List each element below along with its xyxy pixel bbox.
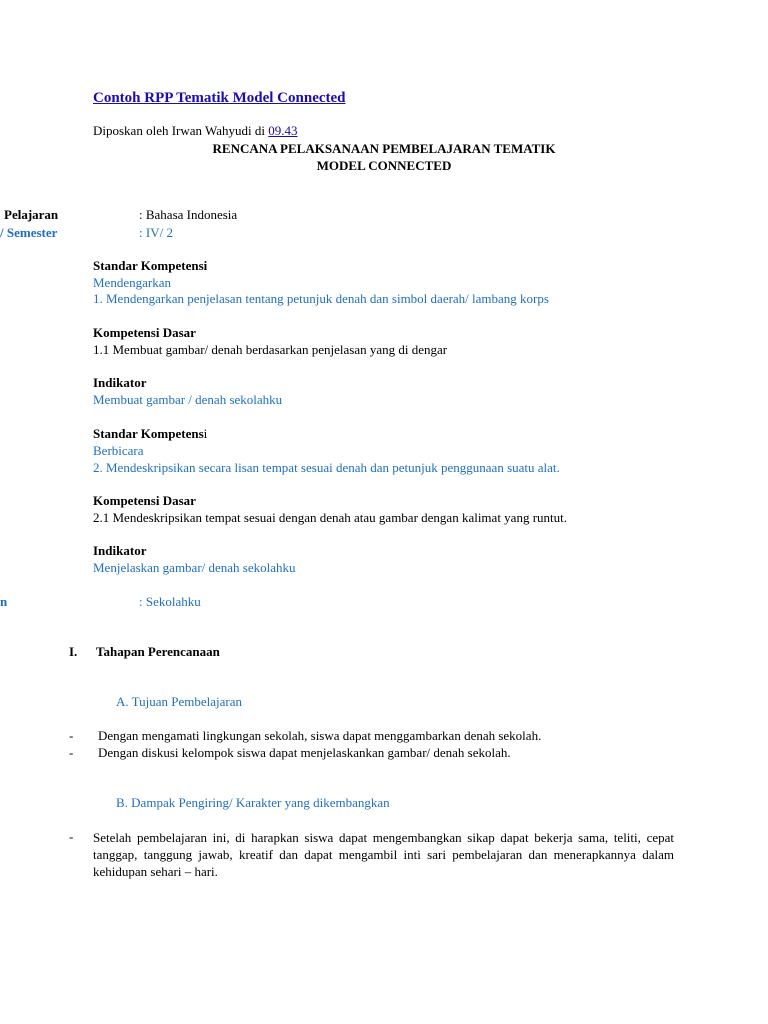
sk2-text: 2. Mendeskripsikan secara lisan tempat sesuai denah dan petunjuk penggunaan suatu alat. <box>93 460 560 475</box>
doc-heading-line2: MODEL CONNECTED <box>316 158 452 173</box>
byline <box>93 123 298 139</box>
plan-b-paragraph: Setelah pembelajaran ini, di harapkan siswa dapat mengembangkan sikap dapat bekerja sama, teliti, cepat tanggap, tanggung jawab, kreatif dan dapat mengambil inti sari pembelajaran dan menerapkannya dalam kehidupan sehari – hari. <box>93 830 674 879</box>
byline-time-link[interactable]: 09.43 <box>268 123 298 138</box>
sk2-aspect: Berbicara <box>93 443 144 458</box>
doc-heading-line1: RENCANA PELAKSANAAN PEMBELAJARAN TEMATIK <box>212 141 556 156</box>
ind1-heading: Indikator <box>93 375 147 390</box>
ind1-text: Membuat gambar / denah sekolahku <box>93 392 283 407</box>
bullet-dash: - <box>69 745 74 760</box>
sk1-aspect: Mendengarkan <box>93 275 171 290</box>
ind2-heading: Indikator <box>93 543 147 558</box>
plan-b-label: B. Dampak Pengiring/ Karakter yang dikembangkan <box>116 795 390 810</box>
kd1-text: 1.1 Membuat gambar/ denah berdasarkan penjelasan yang di dengar <box>93 342 448 357</box>
theme-label: n <box>0 594 8 609</box>
sk1-text: 1. Mendengarkan penjelasan tentang petunjuk denah dan simbol daerah/ lambang korps <box>93 291 549 306</box>
plan-roman: I. <box>69 644 78 659</box>
byline-prefix: Diposkan oleh Irwan Wahyudi di <box>93 123 269 138</box>
sk2-heading-tail: i <box>203 426 208 441</box>
kd2-text: 2.1 Mendeskripsikan tempat sesuai dengan denah atau gambar dengan kalimat yang runtut. <box>93 510 567 525</box>
subject-label: Pelajaran <box>4 207 59 222</box>
subject-value: : Bahasa Indonesia <box>139 207 238 222</box>
plan-a-label: A. Tujuan Pembelajaran <box>116 694 243 709</box>
bullet-dash: - <box>69 829 74 844</box>
plan-heading: Tahapan Perencanaan <box>96 644 220 659</box>
class-value: : IV/ 2 <box>139 225 173 240</box>
class-label: / Semester <box>0 225 58 240</box>
plan-a-item-2: Dengan diskusi kelompok siswa dapat menjelaskankan gambar/ denah sekolah. <box>98 745 511 760</box>
post-title-link[interactable]: Contoh RPP Tematik Model Connected <box>93 90 346 106</box>
sk1-heading: Standar Kompetensi <box>93 258 208 273</box>
kd2-heading: Kompetensi Dasar <box>93 493 196 508</box>
sk2-heading <box>93 426 207 442</box>
kd1-heading: Kompetensi Dasar <box>93 325 196 340</box>
plan-a-item-1: Dengan mengamati lingkungan sekolah, siswa dapat menggambarkan denah sekolah. <box>98 728 542 743</box>
theme-value: : Sekolahku <box>139 594 201 609</box>
bullet-dash: - <box>69 728 74 743</box>
sk2-heading-main: Standar Kompetens <box>93 426 204 441</box>
ind2-text: Menjelaskan gambar/ denah sekolahku <box>93 560 296 575</box>
